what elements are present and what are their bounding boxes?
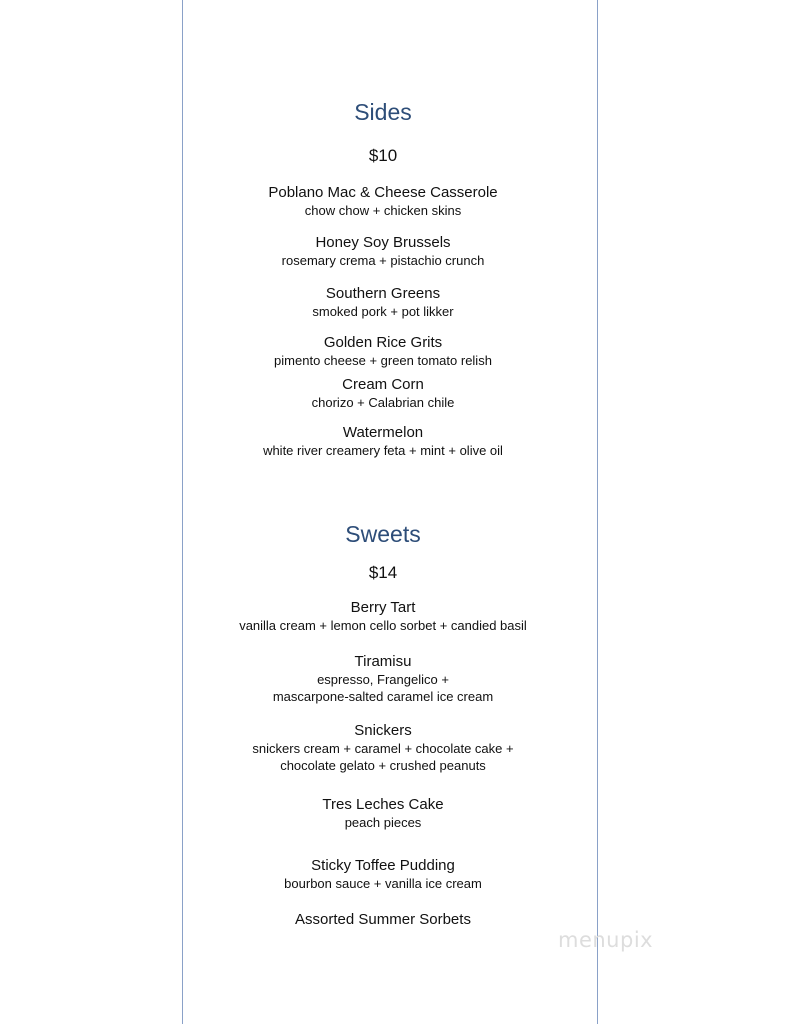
sweets-price: $14 — [368, 563, 398, 582]
menu-item — [182, 234, 584, 269]
item-name: Tres Leches Cake — [322, 796, 444, 813]
menu-item — [182, 184, 584, 219]
item-description: espresso, Frangelico + — [317, 672, 449, 687]
item-name: Poblano Mac & Cheese Casserole — [268, 184, 498, 201]
item-description-line-2: mascarpone-salted caramel ice cream — [272, 689, 494, 704]
menu-item — [182, 424, 584, 459]
item-description: bourbon sauce + vanilla ice cream — [284, 876, 482, 891]
sides-price: $10 — [368, 146, 398, 165]
item-description: pimento cheese + green tomato relish — [274, 353, 492, 368]
item-description: chorizo + Calabrian chile — [311, 395, 455, 410]
item-name: Berry Tart — [350, 599, 416, 616]
menu-item — [182, 653, 584, 705]
item-description: peach pieces — [344, 815, 422, 830]
item-name: Snickers — [354, 722, 412, 739]
item-description: chow chow + chicken skins — [304, 203, 462, 218]
item-name: Sticky Toffee Pudding — [311, 857, 455, 874]
item-name: Honey Soy Brussels — [315, 234, 451, 251]
item-name: Tiramisu — [354, 653, 412, 670]
item-name: Watermelon — [342, 424, 424, 441]
item-description: white river creamery feta + mint + olive oil — [263, 443, 503, 458]
item-name: Golden Rice Grits — [323, 334, 443, 351]
right-border-line — [597, 0, 598, 1024]
item-description: smoked pork + pot likker — [312, 304, 454, 319]
item-description: vanilla cream + lemon cello sorbet + candied basil — [239, 618, 527, 633]
menu-item — [182, 599, 584, 634]
menu-item — [182, 911, 584, 929]
menu-item — [182, 334, 584, 369]
menu-item — [182, 722, 584, 774]
item-description: rosemary crema + pistachio crunch — [281, 253, 485, 268]
sweets-heading: Sweets — [345, 521, 421, 547]
menu-item — [182, 796, 584, 831]
menu-item — [182, 285, 584, 320]
item-name: Cream Corn — [342, 376, 424, 393]
item-name: Assorted Summer Sorbets — [295, 911, 471, 928]
menu-item — [182, 857, 584, 892]
item-description: snickers cream + caramel + chocolate cake + — [252, 741, 514, 756]
sides-heading: Sides — [354, 99, 412, 125]
watermark-logo: menupix — [558, 928, 654, 952]
menu-item — [182, 376, 584, 411]
item-name: Southern Greens — [325, 285, 441, 302]
item-description-line-2: chocolate gelato + crushed peanuts — [280, 758, 486, 773]
